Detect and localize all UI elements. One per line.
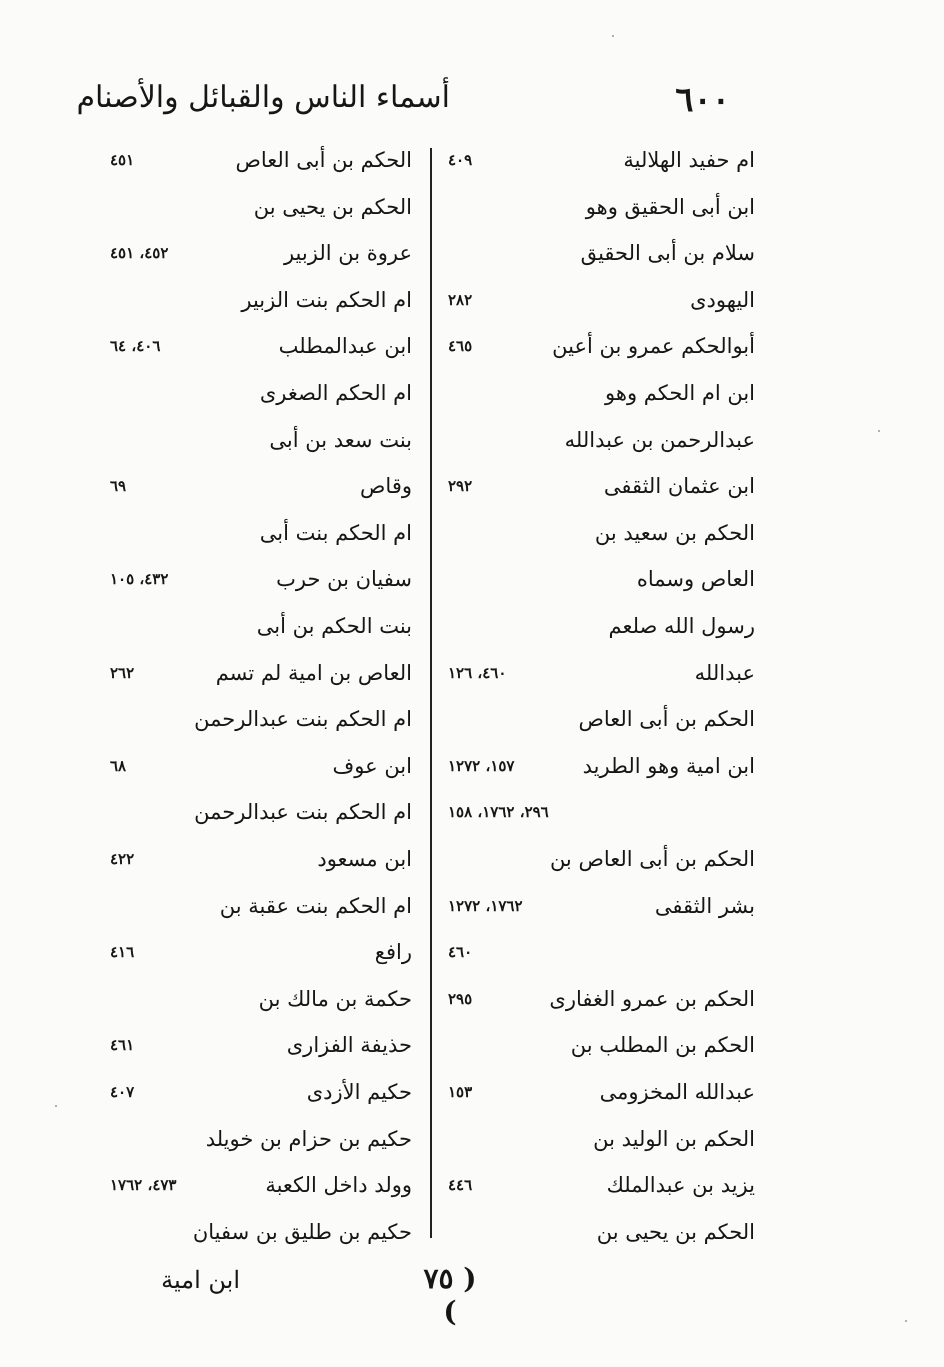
- entry-page-refs: ٤٠٧: [110, 1083, 135, 1101]
- entry-name: رافع: [374, 940, 412, 965]
- entry-name: ام الحكم الصغرى: [259, 381, 412, 405]
- entry-name: ابن ام الحكم وهو: [605, 381, 755, 405]
- entry-name: حكيم الأزدى: [306, 1080, 412, 1104]
- entry-page-refs: ٦٨: [110, 756, 127, 775]
- entry-name: أبوالحكم عمرو بن أعين: [552, 334, 755, 359]
- entry-name: عبدالرحمن بن عبدالله: [564, 427, 755, 452]
- entry-page-refs: ٤٥٢، ٤٥١: [110, 244, 169, 263]
- entry-name: ابن مسعود: [317, 847, 412, 871]
- paper-speck: [612, 35, 614, 37]
- entry-name: ام الحكم بنت عقبة بن: [219, 893, 412, 918]
- entry-page-refs: ٤٤٦: [448, 1176, 473, 1195]
- entry-name: الحكم بن سعيد بن: [594, 520, 755, 545]
- entry-name: وقاص: [360, 474, 412, 499]
- entry-name: ام الحكم بنت أبى: [259, 520, 412, 545]
- entry-name: بنت الحكم بن أبى: [256, 614, 412, 638]
- entry-name: ابن امية وهو الطريد: [582, 753, 755, 778]
- entry-name: ام الحكم بنت عبدالرحمن: [194, 707, 412, 732]
- entry-name: الحكم بن أبى العاص: [235, 148, 412, 172]
- entry-name: ابن عثمان الثقفى: [603, 474, 755, 499]
- entry-page-refs: ٢٨٢: [448, 290, 473, 309]
- entry-name: الحكم بن الوليد بن: [593, 1126, 755, 1151]
- entry-page-refs: ٤١٦: [110, 943, 135, 962]
- entry-page-refs: ٢٩٢: [448, 477, 473, 496]
- entry-page-refs: ٤٣٢، ١٠٥: [110, 570, 169, 589]
- entry-name: حكمة بن مالك بن: [258, 986, 412, 1011]
- entry-page-refs: ٤٥١: [110, 151, 135, 169]
- entry-name: الحكم بن عمرو الغفارى: [549, 986, 755, 1011]
- entry-page-refs: ٦٩: [110, 477, 127, 496]
- entry-name: يزيد بن عبدالملك: [606, 1173, 755, 1198]
- entry-name: حذيفة الفزارى: [286, 1033, 412, 1058]
- entry-name: العاص وسماه: [636, 567, 755, 592]
- entry-page-refs: ٢٦٢: [110, 663, 135, 682]
- paper-speck: [55, 1105, 57, 1107]
- entry-name: بشر الثقفى: [654, 893, 755, 918]
- page-header-title: أسماء الناس والقبائل والأصنام: [76, 80, 450, 115]
- entry-name: ابن عبدالمطلب: [278, 334, 412, 359]
- column-divider: [430, 148, 432, 1238]
- entry-name: اليهودى: [690, 287, 755, 312]
- entry-page-refs: ٤٦٠: [448, 943, 473, 962]
- entry-name: حكيم بن طليق بن سفيان: [192, 1219, 412, 1244]
- entry-name: رسول الله صلعم: [608, 614, 755, 638]
- entry-name: ابن عوف: [332, 753, 412, 778]
- entry-name: الحكم بن يحيى بن: [596, 1219, 755, 1244]
- entry-name: ابن أبى الحقيق وهو: [585, 194, 755, 219]
- entry-page-refs: ٤٢٢: [110, 850, 135, 868]
- page-number: ٦٠٠: [675, 80, 730, 120]
- entry-name: الحكم بن أبى العاص بن: [549, 847, 755, 871]
- entry-name: ام حفيد الهلالية: [623, 148, 755, 172]
- paper-speck: [905, 1320, 907, 1322]
- plate-number: ( ٧٥ ): [423, 1262, 477, 1328]
- entry-page-refs: ٤٠٩: [448, 151, 473, 169]
- entry-name: بنت سعد بن أبى: [269, 427, 412, 452]
- entry-name: ام الحكم بنت عبدالرحمن: [194, 800, 412, 825]
- entry-name: ام الحكم بنت الزبير: [241, 287, 412, 312]
- entry-name: الحكم بن يحيى بن: [253, 194, 412, 219]
- entry-page-refs: ٤٦١: [110, 1036, 135, 1055]
- entry-page-refs: ٢٩٦، ١٧٦٢، ١٥٨: [448, 803, 549, 822]
- entry-name: سفيان بن حرب: [276, 567, 412, 592]
- entry-name: العاص بن امية لم تسم: [215, 660, 412, 685]
- entry-name: حكيم بن حزام بن خويلد: [205, 1126, 412, 1151]
- entry-page-refs: ٢٩٥: [448, 989, 473, 1008]
- entry-page-refs: ٤٧٣، ١٧٦٢: [110, 1176, 177, 1195]
- catchword: ابن امية: [161, 1266, 240, 1294]
- entry-name: عروة بن الزبير: [283, 241, 412, 266]
- entry-page-refs: ٤٠٦، ٦٤: [110, 337, 161, 356]
- entry-name: وولد داخل الكعبة: [265, 1173, 412, 1198]
- entry-name: سلام بن أبى الحقيق: [580, 241, 755, 266]
- entry-name: الحكم بن المطلب بن: [570, 1033, 755, 1058]
- entry-name: عبدالله: [694, 660, 755, 685]
- entry-name: الحكم بن أبى العاص: [578, 707, 755, 732]
- entry-page-refs: ٤٦٠، ١٢٦: [448, 663, 507, 682]
- entry-name: عبدالله المخزومى: [599, 1080, 755, 1104]
- paper-speck: [878, 430, 880, 432]
- entry-page-refs: ١٥٣: [448, 1083, 473, 1101]
- entry-page-refs: ١٧٦٢، ١٢٧٢: [448, 896, 523, 915]
- entry-page-refs: ١٥٧، ١٢٧٢: [448, 756, 515, 775]
- entry-page-refs: ٤٦٥: [448, 337, 473, 356]
